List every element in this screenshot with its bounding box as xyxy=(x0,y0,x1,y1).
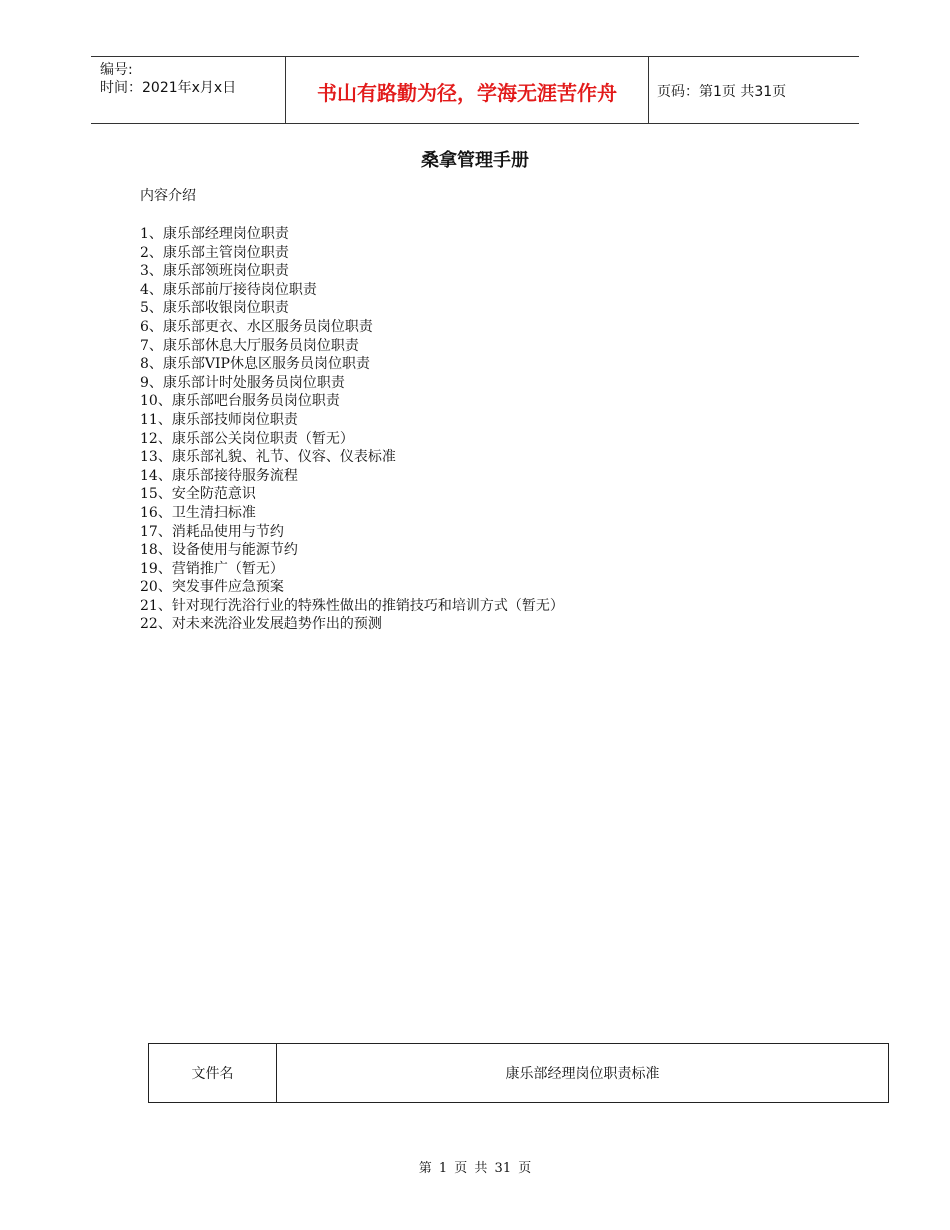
toc-item: 8、康乐部VIP休息区服务员岗位职责 xyxy=(140,356,370,373)
header-page-info: 页码：第1页 共31页 xyxy=(657,84,787,100)
toc-item: 2、康乐部主管岗位职责 xyxy=(140,244,289,261)
time-label: 时间：2021年x月x日 xyxy=(100,80,237,96)
toc-item: 16、卫生清扫标准 xyxy=(140,504,256,521)
toc-item: 14、康乐部接待服务流程 xyxy=(140,467,298,484)
toc-item: 19、营销推广（暂无） xyxy=(140,560,284,577)
toc-item: 4、康乐部前厅接待岗位职责 xyxy=(140,281,317,298)
toc-item: 10、康乐部吧台服务员岗位职责 xyxy=(140,393,340,410)
document-title: 桑拿管理手册 xyxy=(421,150,529,171)
toc-item: 7、康乐部休息大厅服务员岗位职责 xyxy=(140,337,359,354)
header-meta-cell xyxy=(91,57,286,123)
toc-item: 17、消耗品使用与节约 xyxy=(140,523,284,540)
toc-item: 11、康乐部技师岗位职责 xyxy=(140,411,298,428)
toc-item: 1、康乐部经理岗位职责 xyxy=(140,226,289,242)
intro-heading: 内容介绍 xyxy=(140,188,196,204)
page-footer: 第 1 页 共 31 页 xyxy=(418,1161,532,1176)
document-header xyxy=(91,56,859,124)
toc-item: 18、设备使用与能源节约 xyxy=(140,542,298,559)
toc-item: 13、康乐部礼貌、礼节、仪容、仪表标准 xyxy=(140,449,396,466)
toc-item: 9、康乐部计时处服务员岗位职责 xyxy=(140,374,345,391)
toc-item: 6、康乐部更衣、水区服务员岗位职责 xyxy=(140,318,373,335)
toc-item: 20、突发事件应急预案 xyxy=(140,579,284,596)
file-name-value: 康乐部经理岗位职责标准 xyxy=(505,1066,660,1082)
number-label: 编号: xyxy=(100,62,133,78)
toc-item: 5、康乐部收银岗位职责 xyxy=(140,300,289,317)
table-of-contents xyxy=(140,225,564,634)
header-motto: 书山有路勤为径，学海无涯苦作舟 xyxy=(286,57,649,123)
toc-item: 22、对未来洗浴业发展趋势作出的预测 xyxy=(140,616,382,633)
file-name-table xyxy=(148,1043,889,1103)
toc-item: 3、康乐部领班岗位职责 xyxy=(140,263,289,280)
toc-item: 21、针对现行洗浴行业的特殊性做出的推销技巧和培训方式（暂无） xyxy=(140,597,564,614)
toc-item: 15、安全防范意识 xyxy=(140,486,256,503)
toc-item: 12、康乐部公关岗位职责（暂无） xyxy=(140,430,354,447)
file-name-label: 文件名 xyxy=(149,1044,277,1102)
